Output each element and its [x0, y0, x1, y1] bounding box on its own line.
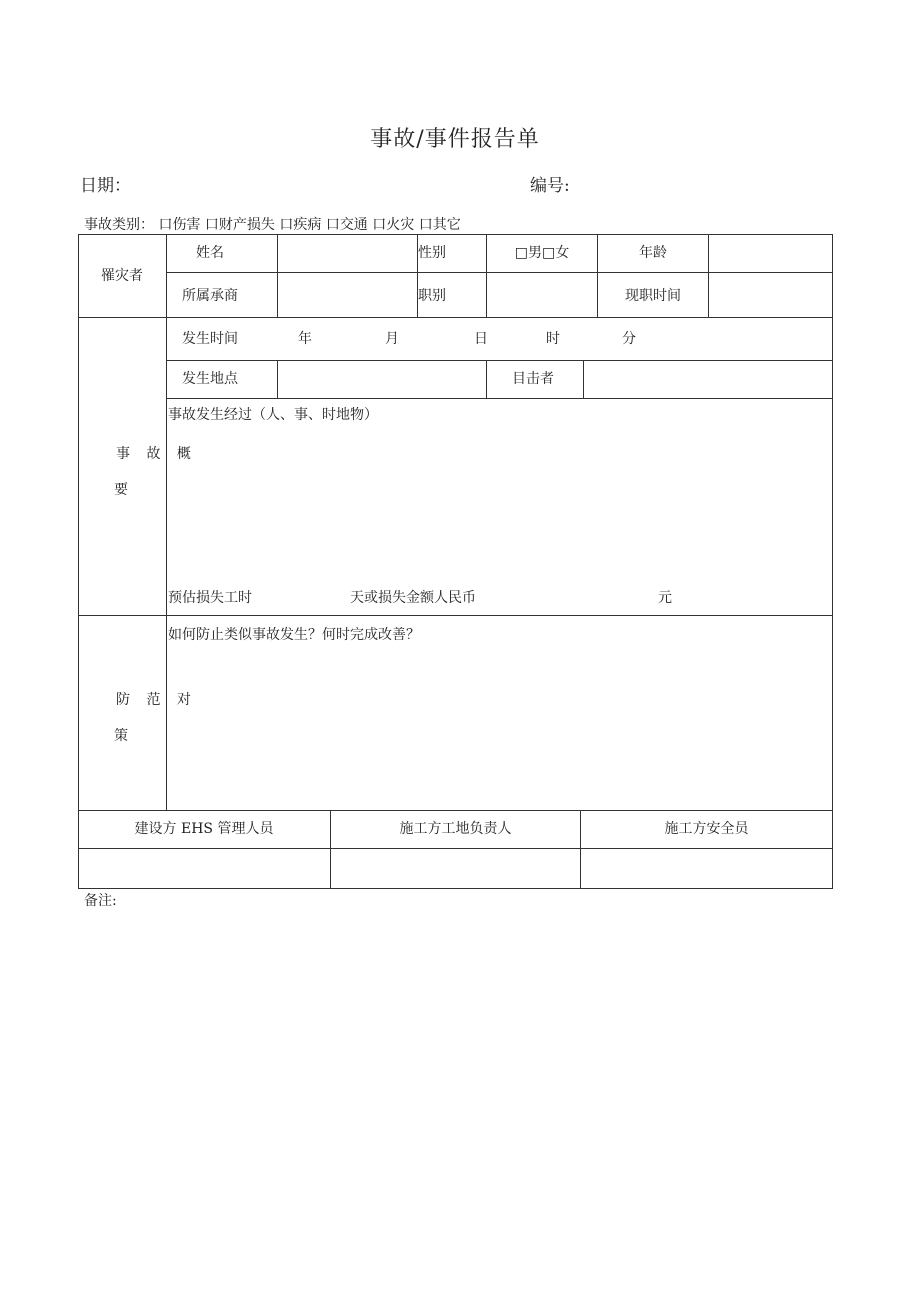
age-label: 年龄	[639, 245, 667, 261]
signature-site-manager-field[interactable]	[331, 849, 579, 887]
checkbox-icon[interactable]: 口	[325, 217, 340, 233]
signature-site-manager-label: 施工方工地负责人	[399, 821, 512, 837]
number-label: 编号:	[530, 176, 570, 196]
name-field[interactable]	[278, 235, 416, 271]
prevention-section-label-1: 防 范 对	[116, 692, 197, 708]
checkbox-icon[interactable]: 口	[418, 217, 433, 233]
witness-label: 目击者	[512, 371, 554, 387]
tenure-label: 现职时间	[625, 288, 681, 304]
summary-section-label-1: 事 故 概	[116, 446, 197, 462]
checkbox-icon[interactable]: 口	[158, 217, 173, 233]
prevention-section-label-2: 策	[114, 728, 134, 744]
signature-safety-officer-label: 施工方安全员	[664, 821, 749, 837]
checkbox-icon[interactable]: 口	[279, 217, 294, 233]
prevention-question: 如何防止类似事故发生？何时完成改善？	[168, 627, 420, 643]
signature-owner-ehs-label: 建设方 EHS 管理人员	[134, 821, 274, 837]
date-label: 日期：	[80, 176, 131, 196]
victim-section-label: 罹灾者	[101, 268, 143, 284]
accident-process-label: 事故发生经过（人、事、时地物）	[168, 407, 378, 423]
gender-checkboxes[interactable]: □男□女	[514, 245, 570, 261]
page-title: 事故/事件报告单	[370, 127, 540, 152]
time-unit-month: 月	[385, 331, 399, 347]
currency-unit: 元	[658, 590, 672, 606]
report-table	[78, 234, 833, 889]
category-option-property-loss: 财产损失	[218, 217, 275, 233]
contractor-label: 所属承商	[182, 288, 238, 304]
category-option-traffic: 交通	[339, 217, 368, 233]
time-unit-hour: 时	[546, 331, 560, 347]
loss-amount-label: 天或损失金额人民币	[350, 590, 476, 606]
time-unit-day: 日	[474, 331, 488, 347]
category-line	[84, 214, 461, 234]
accident-process-field[interactable]	[167, 429, 832, 579]
category-option-illness: 疾病	[293, 217, 322, 233]
gender-label: 性别	[418, 245, 446, 261]
lost-time-label: 预估损失工时	[168, 590, 252, 606]
checkbox-icon[interactable]: 口	[372, 217, 387, 233]
prevention-field[interactable]	[167, 649, 832, 807]
signature-safety-officer-field[interactable]	[581, 849, 831, 887]
name-label: 姓名	[196, 245, 224, 261]
tenure-field[interactable]	[709, 273, 831, 316]
witness-field[interactable]	[584, 361, 831, 397]
category-option-other: 其它	[432, 217, 461, 233]
age-field[interactable]	[709, 235, 831, 271]
summary-section-label-2: 要	[114, 482, 134, 498]
occurrence-place-label: 发生地点	[182, 371, 238, 387]
category-label: 事故类别：	[84, 217, 154, 233]
occurrence-place-field[interactable]	[278, 361, 485, 397]
remark-label: 备注:	[84, 893, 117, 909]
time-unit-year: 年	[298, 331, 312, 347]
checkbox-icon[interactable]: 口	[204, 217, 219, 233]
occurrence-time-label: 发生时间	[182, 331, 238, 347]
contractor-field[interactable]	[278, 273, 416, 316]
position-label: 职别	[418, 288, 446, 304]
position-field[interactable]	[487, 273, 596, 316]
time-unit-minute: 分	[622, 331, 636, 347]
signature-owner-ehs-field[interactable]	[79, 849, 329, 887]
category-option-injury: 伤害	[172, 217, 201, 233]
category-option-fire: 火灾	[386, 217, 415, 233]
